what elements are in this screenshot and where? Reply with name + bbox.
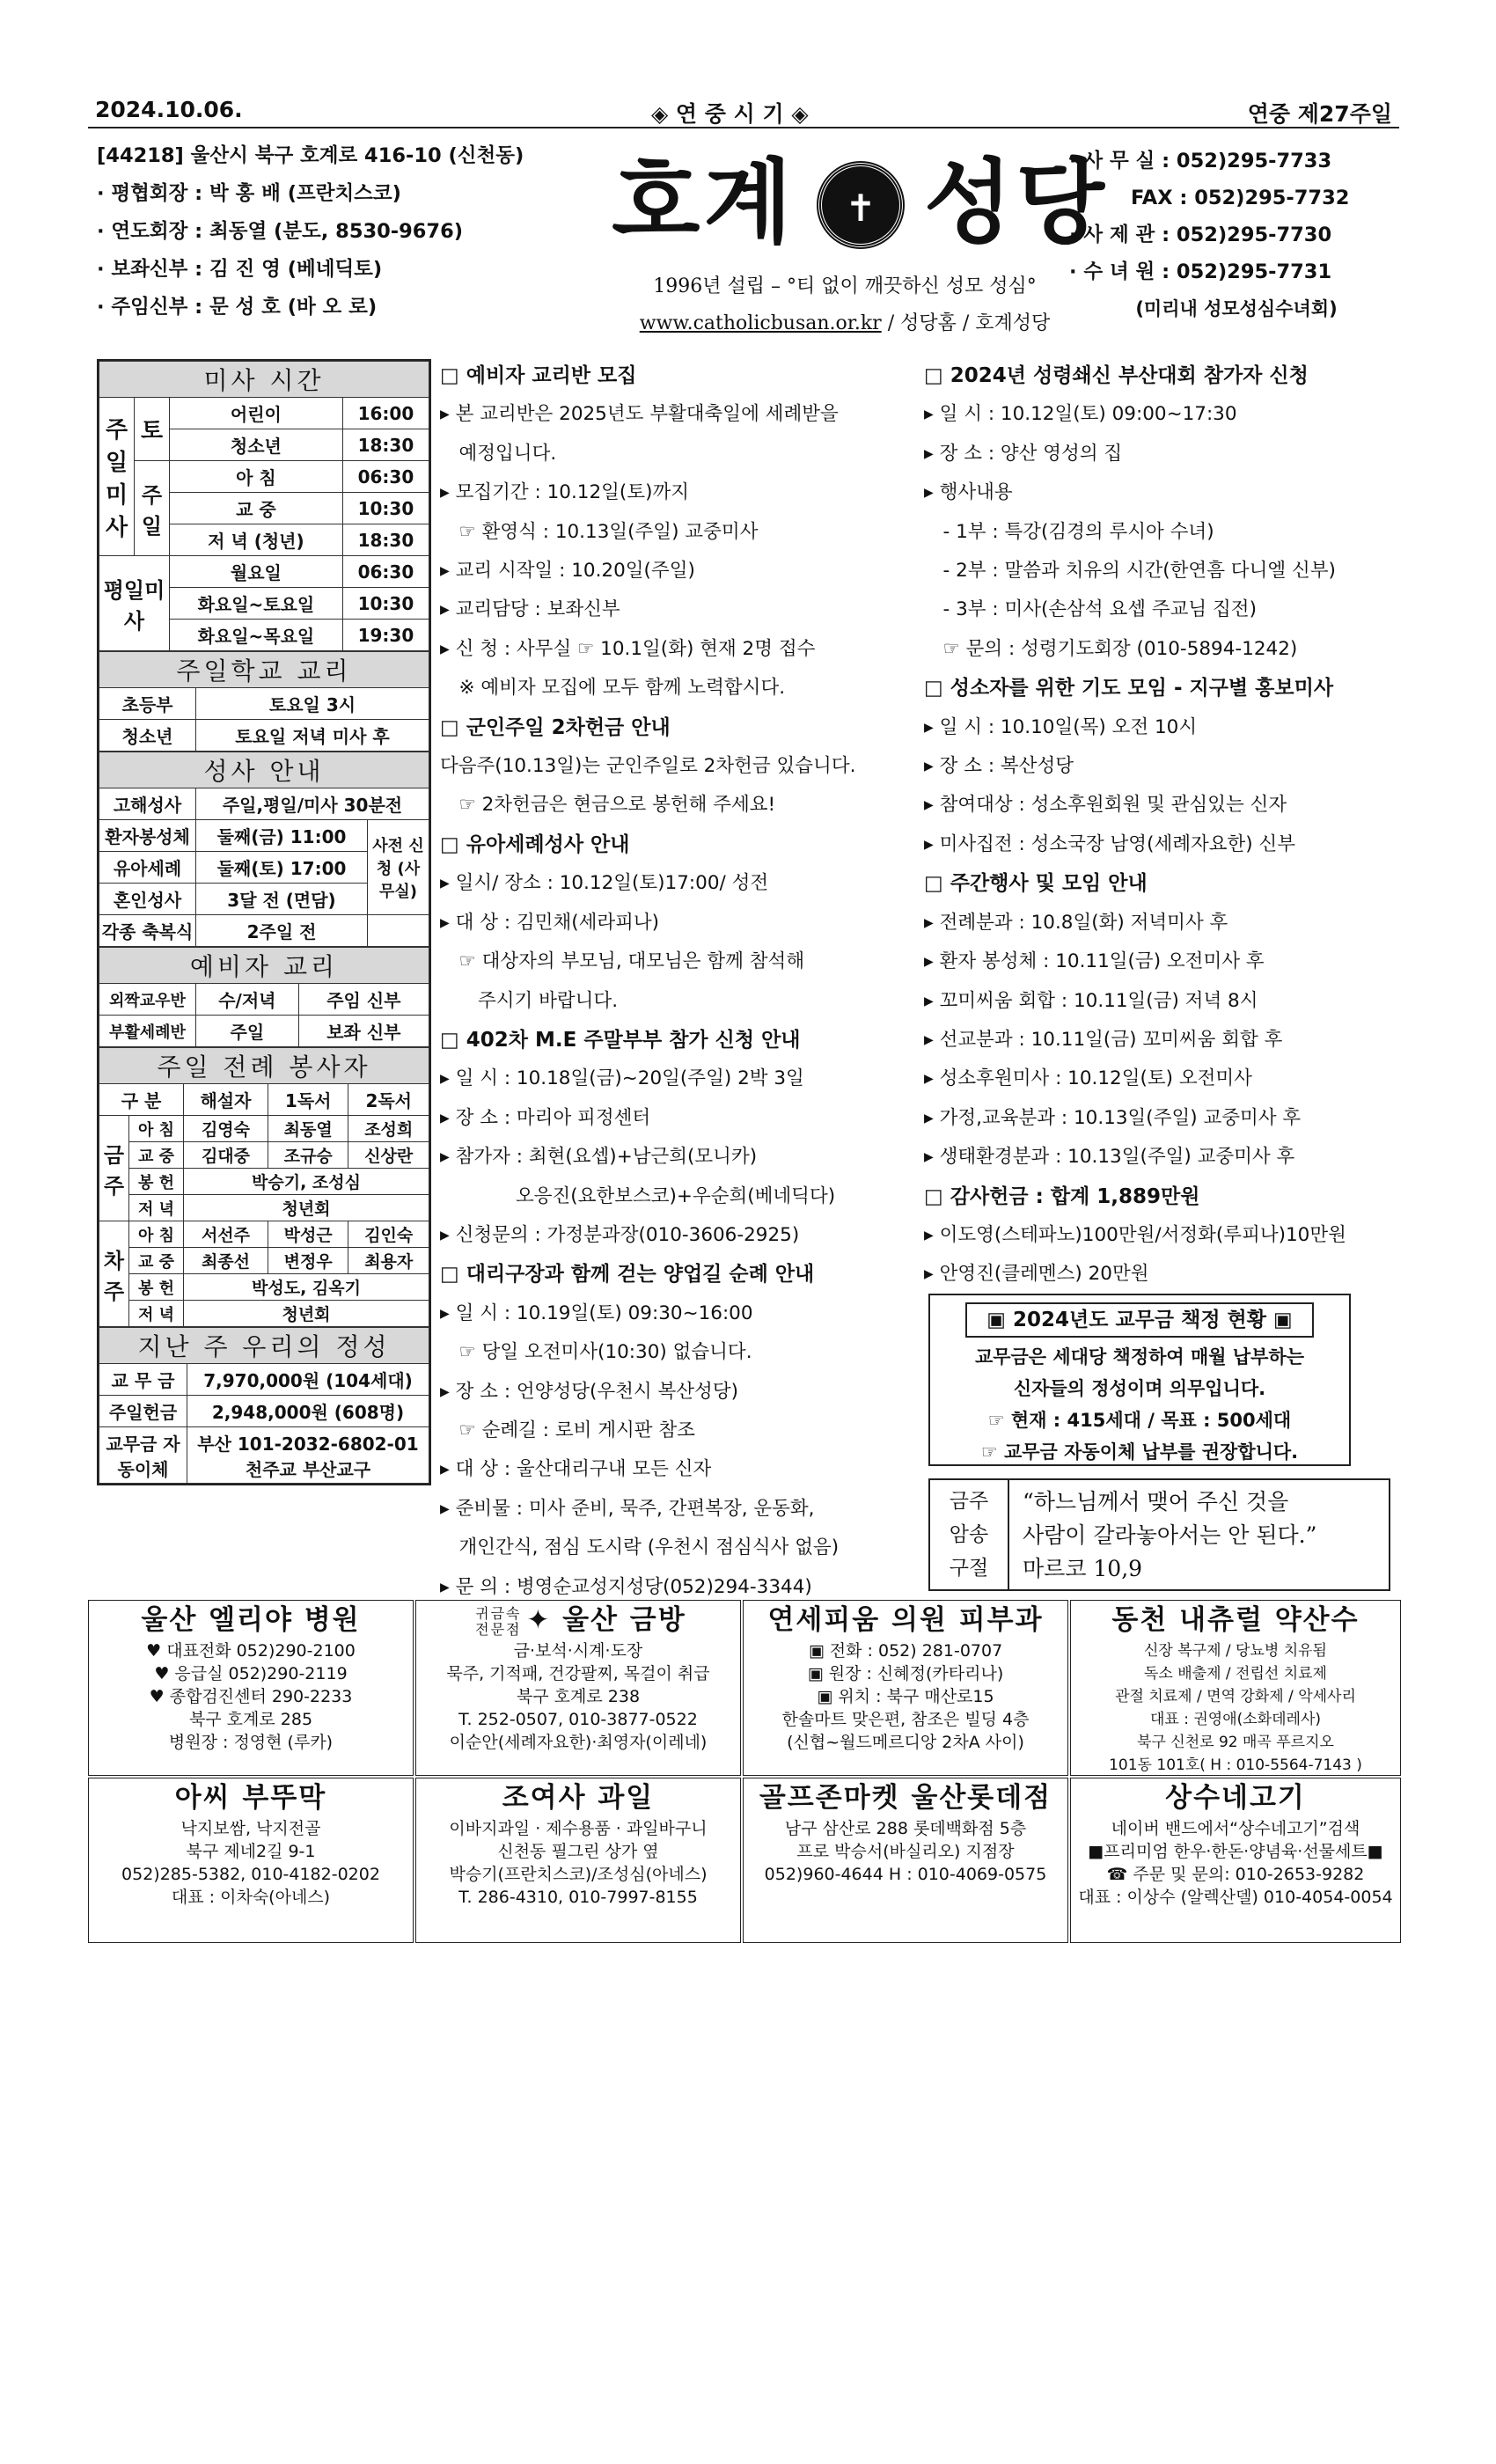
- sacrament-heading: 성사 안내: [99, 752, 429, 788]
- notice-heading: □ 대리구장과 함께 걷는 양업길 순례 안내: [440, 1263, 815, 1287]
- officer-line: · 연도회장 : 최동열 (분도, 8530-9676): [97, 220, 464, 243]
- notice-line: ▸ 장 소 : 복산성당: [924, 755, 1074, 778]
- ad-line: 병원장 : 정영현 (루카): [168, 1733, 334, 1752]
- notice-line: ☞ 순례길 : 로비 게시판 참조: [440, 1419, 695, 1441]
- tithe-line: ☞ 교무금 자동이체 납부를 권장합니다.: [980, 1441, 1299, 1463]
- notice-line: ▸ 선교분과 : 10.11일(금) 꼬미씨움 회합 후: [924, 1028, 1283, 1051]
- notice-heading: □ 402차 M.E 주말부부 참가 신청 안내: [440, 1028, 801, 1052]
- notice-line: ▸ 일 시 : 10.18일(금)~20일(주일) 2박 3일: [440, 1067, 804, 1090]
- sacrament-name: 유아세례: [99, 852, 196, 884]
- website-path: / 성당홈 / 호계성당: [881, 312, 1051, 334]
- servers-heading: 주일 전례 봉사자: [99, 1048, 429, 1084]
- notice-heading: □ 성소자를 위한 기도 모임 - 지구별 홍보미사: [924, 677, 1334, 700]
- notice-line: ☞ 문의 : 성령기도회장 (010-5894-1242): [924, 637, 1298, 660]
- server-slot: 저 녁: [129, 1195, 184, 1221]
- ad-name: 상수네고기: [1165, 1782, 1306, 1814]
- notice-line: - 2부 : 말씀과 치유의 시간(한연흠 다니엘 신부): [924, 560, 1336, 583]
- ad-line: ♥ 종합검진센터 290-2233: [149, 1687, 353, 1706]
- ad-line: 101동 101호( H : 010-5564-7143 ): [1109, 1756, 1362, 1774]
- server-slot: 봉 헌: [129, 1274, 184, 1301]
- liturgical-season: ◈ 연 중 시 기 ◈: [651, 101, 809, 127]
- ad-name: 울산 엘리야 병원: [141, 1604, 361, 1636]
- notice-line: ▸ 모집기간 : 10.12일(토)까지: [440, 481, 690, 504]
- ad-prefix: 귀금속 전문점: [475, 1604, 522, 1638]
- notice-heading: □ 2024년 성령쇄신 부산대회 참가자 신청: [924, 364, 1309, 387]
- notice-line: ▸ 문 의 : 병영순교성지성당(052)294-3344): [440, 1575, 812, 1598]
- sacrament-name: 고해성사: [99, 788, 196, 820]
- ad-line: 박승기(프란치스코)/조성심(아네스): [449, 1865, 708, 1884]
- ad-title: [416, 1601, 740, 1639]
- title-part-2: 성당: [924, 148, 1108, 256]
- ad-name: 동천 내츄럴 약산수: [1111, 1604, 1360, 1636]
- mass-name: 교 중: [170, 493, 343, 524]
- top-bar: [88, 95, 1399, 128]
- mass-name: 청소년: [170, 429, 343, 461]
- ad-box: [743, 1600, 1068, 1776]
- ad-line: ■프리미엄 한우·한돈·양념육·선물세트■: [1088, 1842, 1383, 1861]
- ad-box: [415, 1778, 741, 1943]
- server-name: 신상란: [348, 1142, 429, 1169]
- offering-heading: 지난 주 우리의 정성: [99, 1328, 429, 1364]
- notice-line: - 1부 : 특강(김경의 루시아 수녀): [924, 520, 1214, 543]
- contact-line: FAX : 052)295-7732: [1131, 187, 1350, 209]
- col-header: 해설자: [184, 1084, 268, 1116]
- notice-line: ▸ 장 소 : 마리아 피정센터: [440, 1106, 651, 1129]
- officer-line: · 보좌신부 : 김 진 영 (베네딕토): [97, 258, 383, 281]
- server-slot: 봉 헌: [129, 1169, 184, 1195]
- notice-heading: □ 유아세례성사 안내: [440, 832, 630, 856]
- server-name: 서선주: [184, 1221, 268, 1248]
- mass-name: 저 녁 (청년): [170, 524, 343, 556]
- catechumen-heading: 예비자 교리: [99, 948, 429, 984]
- officer-line: [44218] 울산시 북구 호계로 416-10 (신천동): [97, 144, 524, 167]
- weekday-mass-label: 평일미사: [99, 556, 170, 651]
- notice-line: ▸ 일 시 : 10.19일(토) 09:30~16:00: [440, 1302, 753, 1324]
- ad-line: 북구 호계로 285: [188, 1710, 313, 1729]
- server-name: 변정우: [268, 1248, 348, 1274]
- notice-line: ☞ 당일 오전미사(10:30) 없습니다.: [440, 1341, 752, 1364]
- advance-request-note: 사전 신청 (사무실): [368, 820, 429, 915]
- col-header: 1독서: [268, 1084, 348, 1116]
- issue-date: 2024.10.06.: [95, 97, 243, 122]
- notice-line: ▸ 생태환경분과 : 10.13일(주일) 교중미사 후: [924, 1146, 1295, 1169]
- ad-line: 이순안(세례자요한)·최영자(이레네): [449, 1733, 708, 1752]
- notice-line: 주시기 바랍니다.: [440, 989, 619, 1012]
- ad-box: [743, 1778, 1068, 1943]
- ad-title: [744, 1601, 1067, 1639]
- notice-heading: □ 예비자 교리반 모집: [440, 364, 637, 387]
- notice-line: ▸ 가정,교육분과 : 10.13일(주일) 교중미사 후: [924, 1106, 1302, 1129]
- mass-name: 화요일~토요일: [170, 588, 343, 620]
- server-name: 청년회: [184, 1301, 429, 1327]
- offering-type: 교 무 금: [99, 1364, 187, 1396]
- mass-times-heading: 미사 시간: [99, 362, 429, 398]
- server-name: 박성도, 김옥기: [184, 1274, 429, 1301]
- ad-line: 대표 : 권영애(소화데레사): [1149, 1711, 1322, 1728]
- ad-title: [89, 1778, 413, 1817]
- tithe-line: 신자들의 정성이며 의무입니다.: [1013, 1378, 1266, 1399]
- class-time: 수/저녁: [196, 984, 299, 1016]
- school-group: 청소년: [99, 720, 196, 752]
- ad-line: ▣ 전화 : 052) 281-0707: [808, 1641, 1003, 1661]
- notice-line: ▸ 일 시 : 10.10일(목) 오전 10시: [924, 715, 1198, 738]
- contact-line: · 사 무 실 : 052)295-7733: [1069, 150, 1332, 172]
- masthead: [88, 132, 1399, 352]
- notice-heading: □ 군인주일 2차헌금 안내: [440, 715, 671, 739]
- notice-line: ▸ 교리담당 : 보좌신부: [440, 598, 620, 621]
- officer-line: · 주임신부 : 문 성 호 (바 오 로): [97, 296, 378, 319]
- ad-name: 아씨 부뚜막: [174, 1782, 327, 1814]
- ad-line: 신천동 필그린 상가 옆: [497, 1842, 659, 1861]
- notice-line: ▸ 참가자 : 최현(요셉)+남근희(모니카): [440, 1146, 758, 1169]
- tithe-line: ▣ 2024년도 교무금 책정 현황 ▣: [965, 1302, 1314, 1338]
- ad-line: 독소 배출제 / 전립선 치료제: [1144, 1665, 1327, 1683]
- ad-box: [88, 1600, 414, 1776]
- ad-title: [416, 1778, 740, 1817]
- sunday-school-heading: 주일학교 교리: [99, 652, 429, 688]
- mass-time: 10:30: [342, 493, 429, 524]
- server-name: 김영숙: [184, 1116, 268, 1142]
- mass-name: 아 침: [170, 461, 343, 493]
- verse-line: 마르코 10,9: [1023, 1556, 1143, 1581]
- notice-line: ▸ 일시/ 장소 : 10.12일(토)17:00/ 성전: [440, 872, 769, 895]
- school-group: 초등부: [99, 688, 196, 720]
- offering-type: 주일헌금: [99, 1396, 187, 1427]
- notice-line: 다음주(10.13일)는 군인주일로 2차헌금 있습니다.: [440, 755, 856, 778]
- ad-line: 이바지과일 · 제수용품 · 과일바구니: [449, 1819, 708, 1838]
- right-notices: [924, 356, 1404, 1294]
- ad-line: 052)960-4644 H : 010-4069-0575: [764, 1865, 1047, 1884]
- ad-title: [744, 1778, 1067, 1817]
- server-name: 최종선: [184, 1248, 268, 1274]
- tithe-line: ☞ 현재 : 415세대 / 목표 : 500세대: [987, 1410, 1292, 1431]
- ad-title: [89, 1601, 413, 1639]
- class-teacher: 주임 신부: [298, 984, 429, 1016]
- contact-line: · 사 제 관 : 052)295-7730: [1069, 224, 1332, 246]
- ad-line: T. 286-4310, 010-7997-8155: [458, 1888, 698, 1907]
- ad-box: [415, 1600, 741, 1776]
- weekly-verse-box: [928, 1478, 1390, 1591]
- liturgy-servers-table: [99, 1047, 429, 1327]
- server-slot: 교 중: [129, 1142, 184, 1169]
- parish-seal-icon: ✝: [818, 163, 903, 247]
- ad-line: 네이버 밴드에서“상수네고기”검색: [1111, 1819, 1360, 1838]
- notice-line: ▸ 장 소 : 양산 영성의 집: [924, 442, 1123, 465]
- mass-time: 10:30: [342, 588, 429, 620]
- ad-line: ▣ 위치 : 북구 매산로15: [817, 1687, 994, 1706]
- contact-line: · 수 녀 원 : 052)295-7731: [1069, 260, 1332, 283]
- mass-name: 화요일~목요일: [170, 620, 343, 651]
- ad-line: 프로 박승서(바실리오) 지점장: [796, 1842, 1015, 1861]
- founded-line: 1996년 설립 – °티 없이 깨끗하신 성모 성심°: [653, 275, 1037, 297]
- liturgical-week: 연중 제27주일: [1247, 101, 1392, 127]
- notice-heading: □ 주간행사 및 모임 안내: [924, 872, 1148, 896]
- notice-line: ▸ 참여대상 : 성소후원회원 및 관심있는 신자: [924, 794, 1287, 817]
- ad-title: [1071, 1601, 1400, 1639]
- tithe-line: 교무금은 세대당 책정하여 매월 납부하는: [974, 1346, 1305, 1368]
- notice-line: 오응진(요한보스코)+우순희(베네딕다): [440, 1184, 836, 1207]
- ad-line: 낙지보쌈, 낙지전골: [180, 1819, 321, 1838]
- class-teacher: 보좌 신부: [298, 1016, 429, 1047]
- server-slot: 아 침: [129, 1221, 184, 1248]
- sacrament-time: 둘째(토) 17:00: [196, 852, 368, 884]
- ad-name: ✦ 울산 금방: [526, 1604, 686, 1636]
- ad-line: ▣ 원장 : 신혜정(카타리나): [807, 1664, 1004, 1683]
- notice-line: 예정입니다.: [440, 442, 557, 465]
- server-slot: 저 녁: [129, 1301, 184, 1327]
- saturday-label: 토: [135, 398, 170, 461]
- ad-name: 골프존마켓 울산롯데점: [759, 1782, 1052, 1814]
- ad-line: 남구 삼산로 288 롯데백화점 5층: [784, 1819, 1027, 1838]
- week-label: 차주: [99, 1221, 129, 1327]
- school-time: 토요일 저녁 미사 후: [196, 720, 429, 752]
- middle-notices: [440, 356, 915, 1607]
- mass-time: 06:30: [342, 461, 429, 493]
- notice-line: - 3부 : 미사(손삼석 요셉 주교님 집전): [924, 598, 1257, 621]
- server-name: 김대중: [184, 1142, 268, 1169]
- parish-officers: [97, 137, 554, 326]
- parish-contacts: [1069, 143, 1404, 327]
- ad-name: 연세피움 의원 피부과: [767, 1604, 1044, 1636]
- offering-amount: 2,948,000원 (608명): [187, 1396, 429, 1427]
- ad-line: T. 252-0507, 010-3877-0522: [458, 1710, 698, 1729]
- notice-line: ▸ 대 상 : 울산대리구내 모든 신자: [440, 1458, 712, 1481]
- notice-line: ▸ 행사내용: [924, 481, 1013, 504]
- notice-line: ▸ 장 소 : 언양성당(우천시 복산성당): [440, 1380, 738, 1403]
- notice-line: 개인간식, 점심 도시락 (우천시 점심식사 없음): [440, 1536, 840, 1559]
- notice-line: ▸ 성소후원미사 : 10.12일(토) 오전미사: [924, 1067, 1252, 1090]
- ad-line: 북구 제네2길 9-1: [186, 1842, 316, 1861]
- verse-label: 금주 암송 구절: [930, 1480, 1009, 1589]
- notice-line: ▸ 이도영(스테파노)100만원/서정화(루피나)10만원: [924, 1223, 1346, 1246]
- ad-line: 묵주, 기적패, 건강팔찌, 목걸이 취급: [446, 1664, 710, 1683]
- week-label: 금주: [99, 1116, 129, 1221]
- ad-line: 한솔마트 맞은편, 참조은 빌딩 4층: [781, 1710, 1030, 1729]
- ad-box: [1070, 1600, 1401, 1776]
- title-part-1: 호계: [612, 148, 796, 256]
- ad-line: ☎ 주문 및 문의: 010-2653-9282: [1106, 1865, 1365, 1884]
- server-name: 최용자: [348, 1248, 429, 1274]
- ad-box: [1070, 1778, 1401, 1943]
- notice-line: ▸ 교리 시작일 : 10.20일(주일): [440, 560, 695, 583]
- ad-box: [88, 1778, 414, 1943]
- col-header: 2독서: [348, 1084, 429, 1116]
- notice-line: ▸ 신청문의 : 가정분과장(010-3606-2925): [440, 1223, 800, 1246]
- verse-line: “하느님께서 맺어 주신 것을: [1023, 1489, 1289, 1514]
- convent-note: (미리내 성모성심수녀회): [1135, 298, 1338, 319]
- notice-line: ☞ 대상자의 부모님, 대모님은 함께 참석해: [440, 950, 805, 973]
- website-link[interactable]: www.catholicbusan.or.kr: [639, 312, 882, 334]
- class-name: 부활세례반: [99, 1016, 196, 1047]
- server-name: 박성근: [268, 1221, 348, 1248]
- class-name: 외짝교우반: [99, 984, 196, 1016]
- mass-time: 18:30: [342, 524, 429, 556]
- masthead-subtitle: [528, 268, 1162, 342]
- notice-line: ▸ 환자 봉성체 : 10.11일(금) 오전미사 후: [924, 950, 1265, 973]
- notice-line: ▸ 미사집전 : 성소국장 남영(세례자요한) 신부: [924, 832, 1296, 855]
- mass-name: 월요일: [170, 556, 343, 588]
- sacrament-time: 둘째(금) 11:00: [196, 820, 368, 852]
- server-name: 박승기, 조성심: [184, 1169, 429, 1195]
- ad-line: ♥ 대표전화 052)290-2100: [146, 1641, 356, 1661]
- notice-line: ☞ 2차헌금은 현금으로 봉헌해 주세요!: [440, 794, 776, 817]
- notice-line: ▸ 본 교리반은 2025년도 부활대축일에 세례받을: [440, 403, 839, 426]
- ad-line: 관절 치료제 / 면역 강화제 / 악세사리: [1115, 1688, 1356, 1705]
- mass-time: 16:00: [342, 398, 429, 429]
- ad-line: (신협~월드메르디앙 2차A 사이): [787, 1733, 1024, 1752]
- sacrament-time: 주일,평일/미사 30분전: [196, 788, 429, 820]
- verse-line: 사람이 갈라놓아서는 안 된다.”: [1023, 1522, 1317, 1548]
- offering-amount: 7,970,000원 (104세대): [187, 1364, 429, 1396]
- server-name: 최동열: [268, 1116, 348, 1142]
- class-time: 주일: [196, 1016, 299, 1047]
- notice-line: ※ 예비자 모집에 모두 함께 노력합시다.: [440, 677, 786, 700]
- notice-line: ▸ 꼬미씨움 회합 : 10.11일(금) 저녁 8시: [924, 989, 1258, 1012]
- server-name: 조성희: [348, 1116, 429, 1142]
- officer-line: · 평협회장 : 박 홍 배 (프란치스코): [97, 182, 401, 205]
- server-slot: 아 침: [129, 1116, 184, 1142]
- mass-time: 19:30: [342, 620, 429, 651]
- bank-account: 부산 101-2032-6802-01 천주교 부산교구: [187, 1427, 429, 1484]
- server-slot: 교 중: [129, 1248, 184, 1274]
- ad-line: 북구 호계로 238: [516, 1687, 641, 1706]
- sacrament-name: 환자봉성체: [99, 820, 196, 852]
- notice-line: ▸ 일 시 : 10.12일(토) 09:00~17:30: [924, 403, 1237, 426]
- sunday-label: 주일: [135, 461, 170, 556]
- ad-line: 금·보석·시계·도장: [513, 1641, 643, 1661]
- col-header: 구 분: [99, 1084, 184, 1116]
- school-time: 토요일 3시: [196, 688, 429, 720]
- ad-line: 052)285-5382, 010-4182-0202: [121, 1865, 380, 1884]
- ad-line: ♥ 응급실 052)290-2119: [154, 1664, 348, 1683]
- parish-logo: [528, 145, 1162, 260]
- ad-line: 신장 복구제 / 당뇨병 치유됨: [1144, 1642, 1327, 1660]
- mass-time: 18:30: [342, 429, 429, 461]
- server-name: 조규승: [268, 1142, 348, 1169]
- server-name: 김인숙: [348, 1221, 429, 1248]
- ad-line: 대표 : 이상수 (알렉산델) 010-4054-0054: [1078, 1888, 1393, 1907]
- schedule-table: [97, 359, 431, 1485]
- mass-name: 어린이: [170, 398, 343, 429]
- notice-line: ▸ 대 상 : 김민채(세라피나): [440, 911, 660, 934]
- notice-line: ▸ 안영진(클레멘스) 20만원: [924, 1263, 1149, 1286]
- sacrament-name: 혼인성사: [99, 884, 196, 915]
- sacrament-name: 각종 축복식: [99, 915, 196, 947]
- notice-line: ▸ 준비물 : 미사 준비, 묵주, 간편복장, 운동화,: [440, 1497, 815, 1520]
- sunday-mass-label: 주일미사: [99, 398, 135, 556]
- ad-line: 북구 신천로 92 매곡 푸르지오: [1137, 1734, 1334, 1751]
- notice-line: ☞ 환영식 : 10.13일(주일) 교중미사: [440, 520, 759, 543]
- ad-line: 대표 : 이차숙(아네스): [171, 1888, 331, 1907]
- server-name: 청년회: [184, 1195, 429, 1221]
- notice-line: ▸ 신 청 : 사무실 ☞ 10.1일(화) 현재 2명 접수: [440, 637, 816, 660]
- mass-time: 06:30: [342, 556, 429, 588]
- notice-line: ▸ 전례분과 : 10.8일(화) 저녁미사 후: [924, 911, 1228, 934]
- ad-name: 조여사 과일: [502, 1782, 655, 1814]
- auto-transfer-label: 교무금 자동이체: [99, 1427, 187, 1484]
- ad-title: [1071, 1778, 1400, 1817]
- verse-text: [1023, 1485, 1316, 1586]
- sacrament-time: 2주일 전: [196, 915, 368, 947]
- notice-heading: □ 감사헌금 : 합계 1,889만원: [924, 1184, 1200, 1208]
- tithe-status-box: [928, 1294, 1351, 1466]
- sacrament-time: 3달 전 (면담): [196, 884, 368, 915]
